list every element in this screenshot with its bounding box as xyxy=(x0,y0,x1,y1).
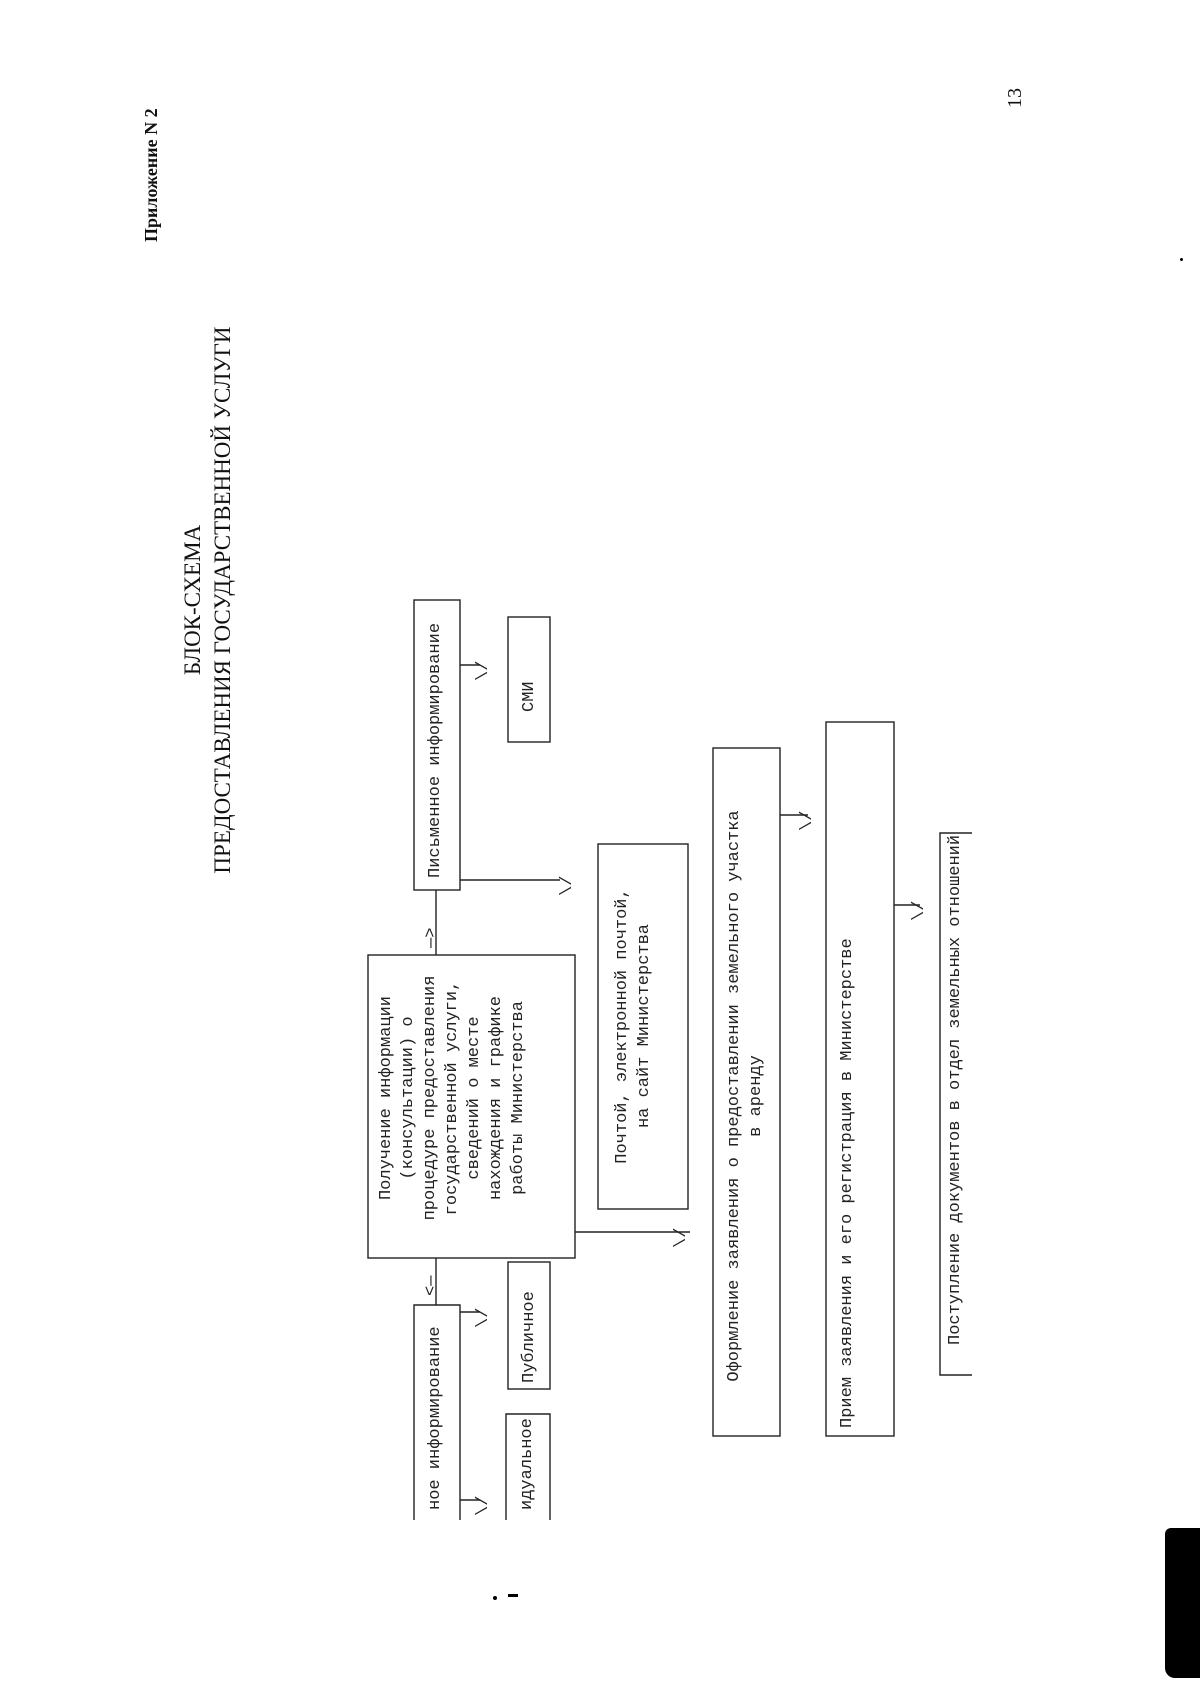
arrow-right-icon: —> xyxy=(422,927,441,948)
transfer-text: Поступление документов в отдел земельных отношений xyxy=(946,834,965,1345)
down-arrow-icon-mail: \/ xyxy=(558,875,577,896)
down-arrow-icon-application: \/ xyxy=(672,1227,691,1248)
registration-box xyxy=(826,722,894,1436)
scan-dot xyxy=(1180,258,1183,261)
consultation-text: Получение информации (консультации) о процедуре предоставления государственной услуги, сведений о месте нахождения и графике работы Министерства xyxy=(377,975,528,1221)
scan-mark xyxy=(508,1594,518,1597)
public-text: Публичное xyxy=(520,1291,539,1383)
down-arrow-icon-registration: \/ xyxy=(798,810,817,831)
down-arrow-icon-individual: \/ xyxy=(474,1495,493,1516)
arrow-left-icon: <— xyxy=(422,1275,441,1296)
individual-text: идуальное xyxy=(518,1418,537,1510)
scan-dot xyxy=(493,1596,497,1600)
media-text: СМИ xyxy=(520,681,539,712)
application-text: Оформление заявления о предоставлении земельного участка в аренду xyxy=(725,810,766,1382)
registration-text: Прием заявления и его регистрация в Министерстве xyxy=(838,938,857,1428)
page-number: 13 xyxy=(1004,88,1026,108)
appendix-label: Приложение N 2 xyxy=(141,108,161,242)
media-box xyxy=(508,617,550,742)
down-arrow-icon-transfer: \/ xyxy=(910,900,929,921)
title-line-1: БЛОК-СХЕМА xyxy=(180,524,205,676)
oral-text: ное информирование xyxy=(426,1326,445,1510)
down-arrow-icon-oral: \/ xyxy=(474,1307,493,1328)
mail-text: Почтой, электронной почтой, на сайт Министерства xyxy=(613,888,654,1164)
title-line-2: ПРЕДОСТАВЛЕНИЯ ГОСУДАРСТВЕННОЙ УСЛУГИ xyxy=(210,326,235,874)
down-arrow-icon-written: \/ xyxy=(474,660,493,681)
written-text: Письменное информирование xyxy=(426,622,445,878)
scan-blot xyxy=(1165,1528,1200,1678)
